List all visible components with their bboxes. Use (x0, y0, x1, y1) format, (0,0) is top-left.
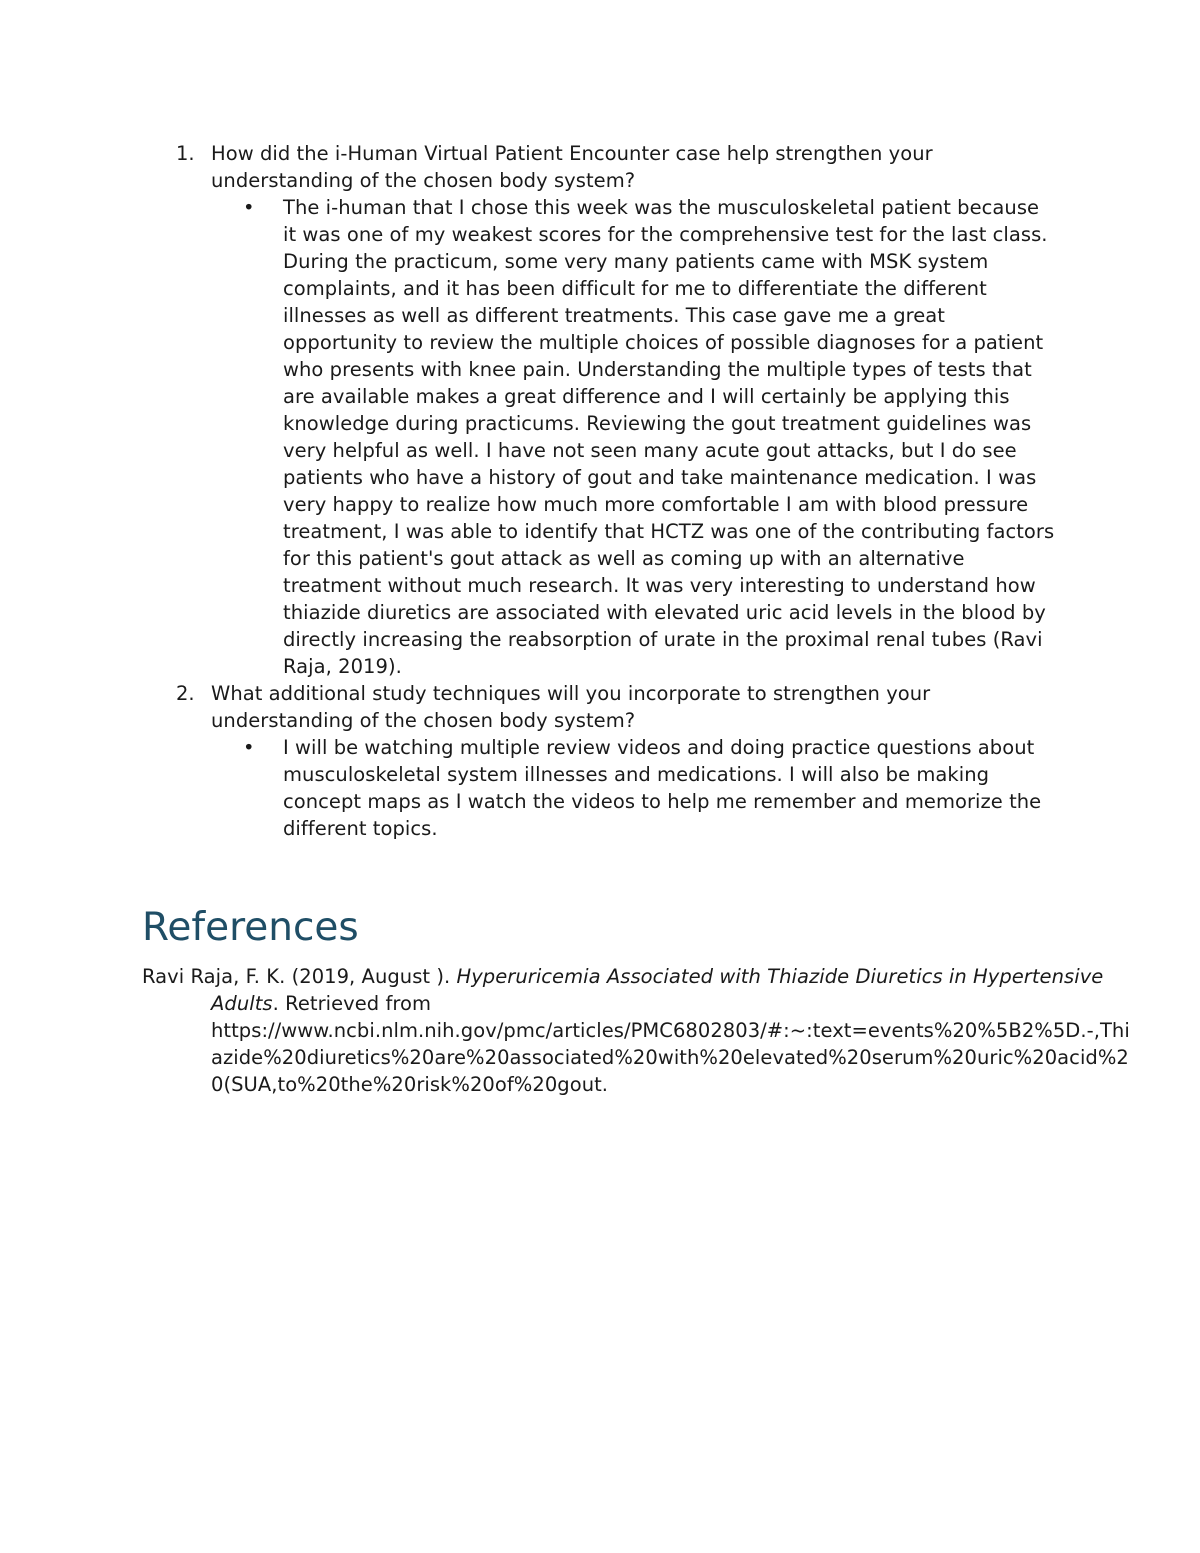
question-number: 1. (176, 142, 195, 165)
question-text: What additional study techniques will you incorporate to strengthen your understanding of the chosen body system? (211, 682, 931, 732)
answer-item (0, 194, 1200, 680)
reference-title: Hyperuricemia Associated with Thiazide Diuretics in Hypertensive Adults (211, 965, 1104, 1015)
answer-text: The i-human that I chose this week was the musculoskeletal patient because it was one of my weakest scores for the comprehensive test for the last class. During the practicum, some very many patients came with MSK system complaints, and it has been difficult for me to differentiate the different illnesses as well as different treatments. This case gave me a great opportunity to review the multiple choices of possible diagnoses for a patient who presents with knee pain. Understanding the multiple types of tests that are available makes a great difference and I will certainly be applying this knowledge during practicums. Reviewing the gout treatment guidelines was very helpful as well. I have not seen many acute gout attacks, but I do see patients who have a history of gout and take maintenance medication. I was very happy to realize how much more comfortable I am with blood pressure treatment, I was able to identify that HCTZ was one of the contributing factors for this patient's gout attack as well as coming up with an alternative treatment without much research. It was very interesting to understand how thiazide diuretics are associated with elevated uric acid levels in the blood by directly increasing the reabsorption of urate in the proximal renal tubes (Ravi Raja, 2019). (283, 196, 1055, 678)
question-number: 2. (176, 682, 195, 705)
bullet-icon: • (243, 736, 255, 759)
question-item (0, 680, 1200, 842)
answer-text: I will be watching multiple review videos and doing practice questions about musculoskeletal system illnesses and medications. I will also be making concept maps as I watch the videos to help me remember and memorize the different topics. (283, 736, 1042, 840)
reference-authors: Ravi Raja, F. K. (2019, August ). (142, 965, 457, 988)
answer-item (0, 734, 1200, 842)
bullet-icon: • (243, 196, 255, 219)
reference-retrieved: . Retrieved from (272, 992, 432, 1015)
question-text: How did the i-Human Virtual Patient Encounter case help strengthen your understanding of the chosen body system? (211, 142, 933, 192)
question-item (0, 140, 1200, 680)
reference-entry (142, 963, 1131, 1098)
reference-url[interactable]: https://www.ncbi.nlm.nih.gov/pmc/articles/PMC6802803/#:~:text=events%20%5B2%5D.-,Thiazide%20diuretics%20are%20associated%20with%20elevated%20serum%20uric%20acid%20(SUA,to%20the%20risk%20of%20gout. (211, 1019, 1130, 1096)
references-heading: References (142, 905, 359, 950)
question-list (0, 140, 1200, 842)
